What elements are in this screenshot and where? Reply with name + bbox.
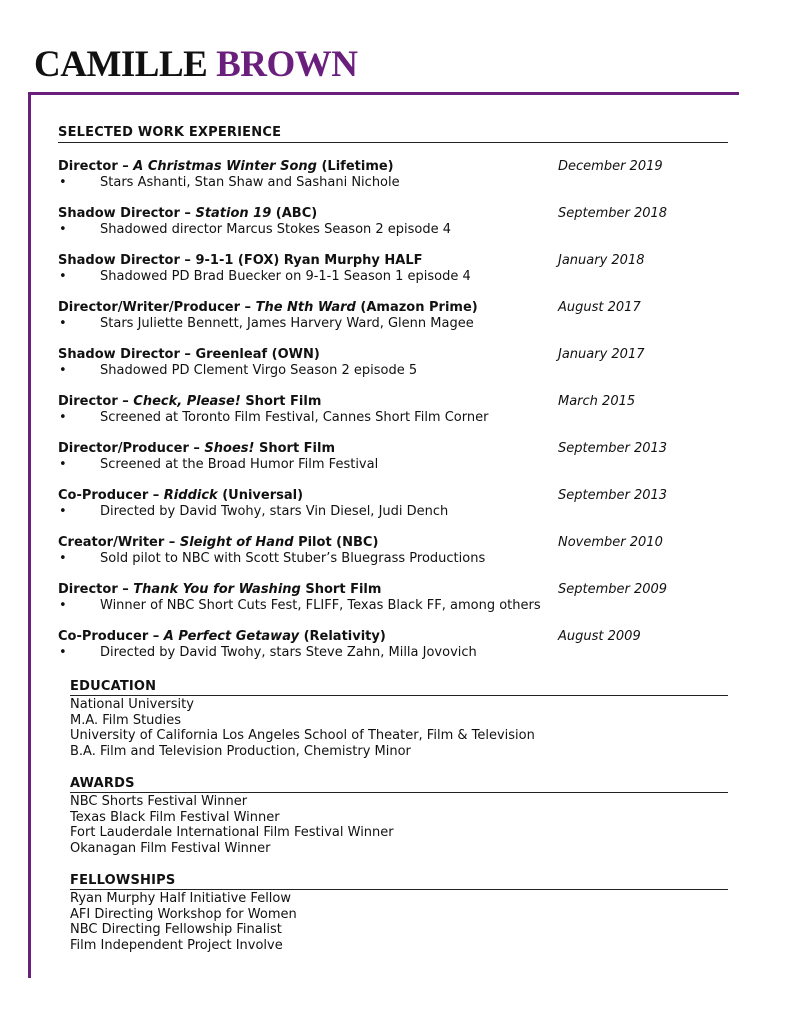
job-bullet: • Directed by David Twohy, stars Steve Zahn, Milla Jovovich (59, 645, 477, 660)
job-bullet: • Directed by David Twohy, stars Vin Diesel, Judi Dench (59, 504, 449, 519)
job-date: September 2013 (558, 488, 668, 503)
job-title: Shadow Director – 9-1-1 (FOX) Ryan Murphy HALF (58, 253, 423, 268)
job-title: Director – Thank You for Washing Short Film (58, 582, 382, 597)
job-date: January 2018 (558, 253, 645, 268)
job-title: Director/Writer/Producer – The Nth Ward (Amazon Prime) (58, 300, 478, 315)
job-entry (58, 440, 738, 487)
resume-name (34, 46, 357, 83)
award-item: NBC Shorts Festival Winner (70, 794, 248, 809)
job-entry (58, 252, 738, 299)
job-bullet: • Winner of NBC Short Cuts Fest, FLIFF, Texas Black FF, among others (59, 598, 541, 613)
work-heading-rule (58, 142, 728, 143)
work-list (58, 158, 738, 675)
job-title: Shadow Director – Greenleaf (OWN) (58, 347, 320, 362)
fellowship-item: AFI Directing Workshop for Women (70, 906, 297, 922)
last-name: BROWN (216, 44, 358, 85)
job-title: Shadow Director – Station 19 (ABC) (58, 206, 318, 221)
education-item: M.A. Film Studies (70, 712, 182, 728)
education-item: National University (70, 697, 194, 712)
job-bullet: • Sold pilot to NBC with Scott Stuber’s Bluegrass Productions (59, 551, 486, 566)
job-bullet: • Shadowed PD Clement Virgo Season 2 episode 5 (59, 363, 418, 378)
job-entry (58, 534, 738, 581)
job-title: Director/Producer – Shoes! Short Film (58, 441, 336, 456)
fellowship-item: NBC Directing Fellowship Finalist (70, 922, 282, 938)
education-heading: EDUCATION (70, 679, 157, 694)
job-entry (58, 487, 738, 534)
job-bullet: • Stars Ashanti, Stan Shaw and Sashani Nichole (59, 175, 400, 190)
job-bullet: • Screened at the Broad Humor Film Festival (59, 457, 379, 472)
fellowships-list (70, 891, 297, 954)
job-date: September 2009 (558, 582, 668, 597)
award-item: Okanagan Film Festival Winner (70, 841, 271, 857)
job-date: September 2013 (558, 441, 668, 456)
job-entry (58, 346, 738, 393)
job-entry (58, 205, 738, 252)
fellowships-heading: FELLOWSHIPS (70, 873, 176, 888)
job-entry (58, 299, 738, 346)
job-date: August 2017 (558, 300, 641, 315)
education-list (70, 697, 535, 760)
job-bullet: • Shadowed PD Brad Buecker on 9-1-1 Season 1 episode 4 (59, 269, 471, 284)
job-date: September 2018 (558, 206, 668, 221)
education-heading-rule (70, 695, 728, 696)
job-entry (58, 581, 738, 628)
awards-list (70, 794, 394, 857)
job-bullet: • Stars Juliette Bennett, James Harvery Ward, Glenn Magee (59, 316, 474, 331)
fellowship-item: Film Independent Project Involve (70, 938, 283, 954)
job-title: Co-Producer – A Perfect Getaway (Relativity) (58, 629, 386, 644)
job-date: December 2019 (558, 159, 663, 174)
job-entry (58, 628, 738, 675)
job-date: August 2009 (558, 629, 641, 644)
award-item: Texas Black Film Festival Winner (70, 809, 280, 825)
education-item: B.A. Film and Television Production, Chemistry Minor (70, 744, 411, 760)
education-item: University of California Los Angeles School of Theater, Film & Television (70, 728, 535, 744)
fellowship-item: Ryan Murphy Half Initiative Fellow (70, 891, 291, 906)
job-entry (58, 393, 738, 440)
job-date: March 2015 (558, 394, 636, 409)
job-title: Director – Check, Please! Short Film (58, 394, 322, 409)
fellowships-heading-rule (70, 889, 728, 890)
first-name: CAMILLE (34, 44, 208, 85)
job-title: Co-Producer – Riddick (Universal) (58, 488, 304, 503)
job-date: January 2017 (558, 347, 645, 362)
award-item: Fort Lauderdale International Film Festival Winner (70, 825, 394, 841)
job-bullet: • Screened at Toronto Film Festival, Cannes Short Film Corner (59, 410, 489, 425)
job-bullet: • Shadowed director Marcus Stokes Season 2 episode 4 (59, 222, 452, 237)
awards-heading-rule (70, 792, 728, 793)
work-heading: SELECTED WORK EXPERIENCE (58, 125, 282, 140)
job-date: November 2010 (558, 535, 663, 550)
header-rule (28, 92, 739, 95)
job-entry (58, 158, 738, 205)
job-title: Creator/Writer – Sleight of Hand Pilot (NBC) (58, 535, 379, 550)
awards-heading: AWARDS (70, 776, 135, 791)
side-rule (28, 92, 31, 978)
job-title: Director – A Christmas Winter Song (Lifetime) (58, 159, 394, 174)
